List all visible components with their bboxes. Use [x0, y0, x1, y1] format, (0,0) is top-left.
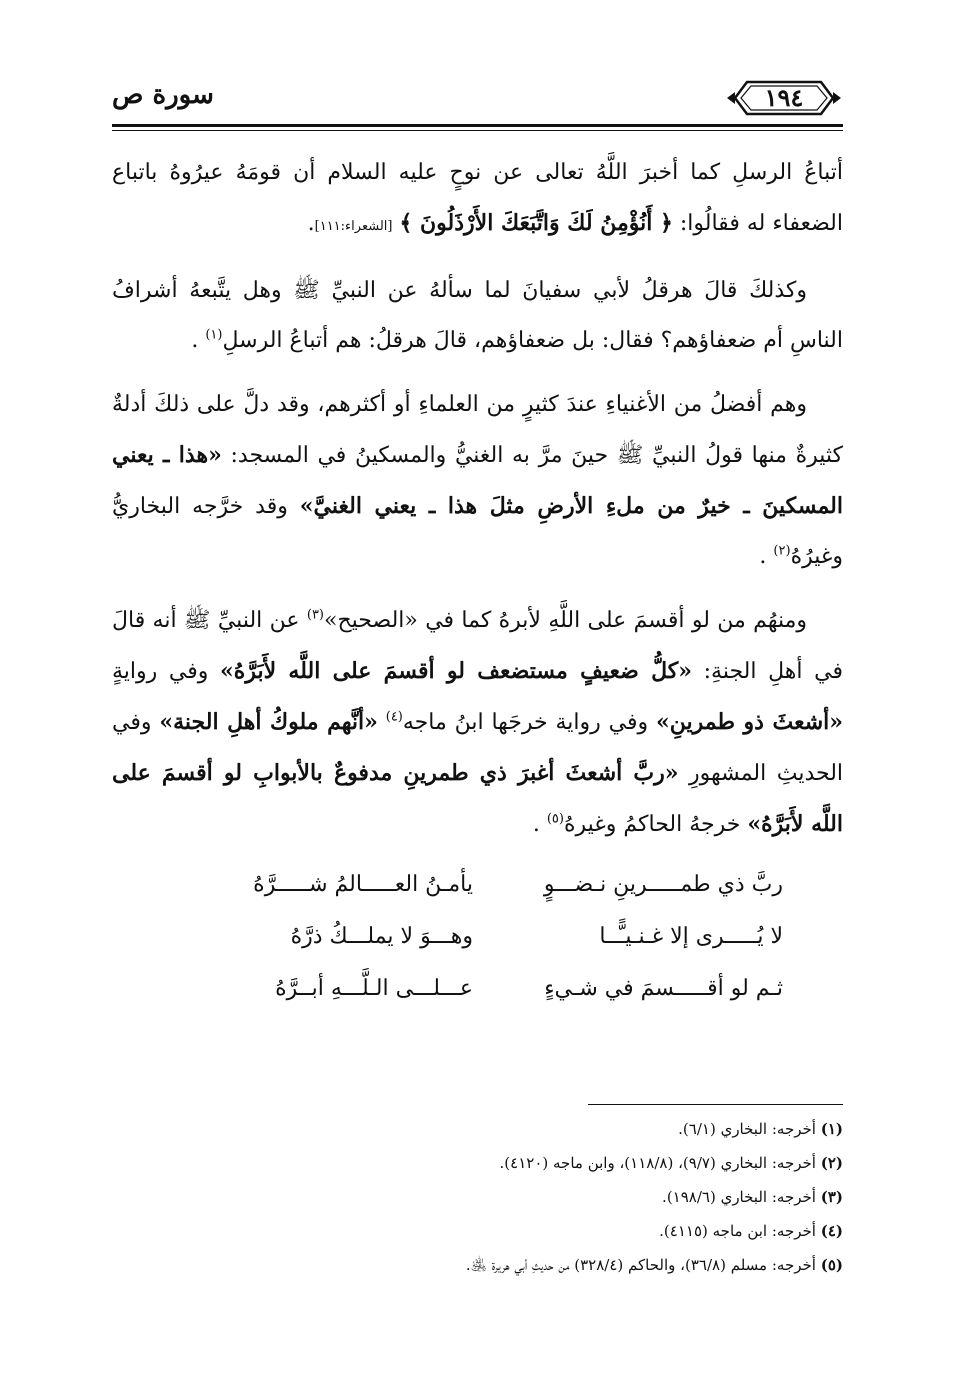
poem-line — [112, 916, 843, 968]
hadith-quote: «هذا ـ يعني المسكينَ ـ خيرٌ من ملءِ الأرضِ مثلَ هذا ـ يعني الغنيَّ» — [112, 442, 843, 519]
p1-text: أتباعُ الرسلِ كما أخبرَ اللَّهُ تعالى عن نوحٍ عليه السلام أن قومَهُ عيرُوهُ باتباع الضعفاء له فقالُوا: — [112, 160, 843, 236]
paragraph-4 — [112, 596, 843, 850]
footnote-item — [112, 1248, 843, 1282]
hadith-quote-3: «أنَّهم ملوكُ أهلِ الجنة» — [159, 709, 378, 735]
quran-verse: ﴿ أَنُؤْمِنُ لَكَ وَاتَّبَعَكَ الأَرْذَلُونَ ﴾ — [399, 210, 673, 236]
poem-hemistich-second: وهـــوَ لا يملـــكُ ذرَّهُ — [290, 924, 473, 949]
footnote-ref-4[interactable]: (٤) — [385, 709, 403, 725]
footnote-number: (١) — [820, 1120, 843, 1138]
hadith-quote-1: «كلُّ ضعيفٍ مستضعف لو أقسمَ على اللَّه لأَبَرَّهُ» — [220, 658, 692, 684]
poem-hemistich-second: عـــلـــى الـلَّـــهِ أبــرَّهُ — [275, 976, 473, 1001]
footnote-ref-3[interactable]: (٣) — [306, 607, 324, 623]
p4-end: . — [532, 812, 540, 837]
verse-reference: [الشعراء:١١١] — [314, 219, 393, 234]
footnote-separator — [588, 1104, 843, 1105]
poem-hemistich-first: ربَّ ذي طمـــــرينِ نـضـــوٍ — [543, 872, 783, 897]
p2-text: وكذلكَ قالَ هرقلُ لأبي سفيانَ لما سألهُ عن النبيِّ ﷺ وهل يتَّبعهُ أشرافُ الناسِ أم ضعفاؤهم؟ فقال: بل ضعفاؤهم، قالَ هرقلُ: هم أتباعُ الرسلِ — [112, 278, 843, 353]
footnote-number: (٥) — [820, 1256, 843, 1274]
footnote-text: أخرجه: البخاري (٩/٧)، (١١٨/٨)، وابن ماجه (٤١٢٠). — [499, 1154, 816, 1172]
p4-text-5: وفي الحديثِ المشهورِ — [112, 710, 844, 786]
footnote-text: أخرجه: مسلم (٣٦/٨)، والحاكم (٣٢٨/٤) من حديثِ أبي هريرة ﵁. — [465, 1256, 816, 1274]
header-rule-thin — [112, 130, 843, 131]
footnote-item — [112, 1146, 843, 1180]
hadith-quote-4: «ربَّ أشعثَ أغبرَ ذي طمرينِ مدفوعٌ بالأبوابِ لو أقسمَ على اللَّه لأَبَرَّهُ» — [112, 760, 843, 837]
poem-hemistich-first: لا يُـــــرى إلا غـنـيـًّــا — [599, 924, 783, 949]
footnote-text: أخرجه: البخاري (٦/١). — [678, 1120, 816, 1138]
poem — [112, 864, 843, 1020]
surah-title: سورة ص — [112, 80, 214, 110]
p3-text-b: وقد خرَّجه البخاريُّ وغيرُهُ — [112, 494, 843, 569]
p4-text-3: وفي روايةٍ — [112, 659, 209, 684]
poem-hemistich-first: ثـم لو أقـــــسمَ في شـيءٍ — [544, 976, 783, 1001]
footnote-number: (٤) — [820, 1222, 843, 1240]
p4-text-2: عن النبيِّ ﷺ أنه قالَ في أهلِ الجنةِ: — [112, 608, 843, 684]
paragraph-1 — [112, 148, 843, 252]
footnote-ref-1[interactable]: (١) — [205, 327, 223, 343]
footnote-ref-5[interactable]: (٥) — [546, 811, 564, 827]
footnotes — [112, 1112, 843, 1282]
footnote-ref-2[interactable]: (٢) — [773, 543, 791, 559]
hadith-quote-2: «أشعثَ ذو طمرينِ» — [656, 709, 843, 735]
page-body — [112, 148, 843, 1020]
footnote-item — [112, 1180, 843, 1214]
footnote-item — [112, 1214, 843, 1248]
page-number: ١٩٤ — [764, 83, 804, 112]
footnote-text: أخرجه: ابن ماجه (٤١١٥). — [659, 1222, 816, 1240]
paragraph-3 — [112, 380, 843, 582]
paragraph-2 — [112, 266, 843, 366]
p3-end: . — [759, 544, 767, 569]
p2-end: . — [191, 328, 199, 353]
footnote-item — [112, 1112, 843, 1146]
p4-text-4: وفي رواية خرجَها ابنُ ماجه — [402, 710, 649, 735]
p4-text-6: خرجهُ الحاكمُ وغيرهُ — [563, 812, 741, 837]
p4-text-1: ومنهُم من لو أقسمَ على اللَّهِ لأبرهُ كما في «الصحيح» — [324, 608, 808, 633]
poem-line — [112, 968, 843, 1020]
page-number-badge — [725, 78, 843, 118]
p1-end: . — [307, 211, 315, 236]
p3-text-a: وهم أفضلُ من الأغنياءِ عندَ كثيرٍ من العلماءِ أو أكثرهم، وقد دلَّ على ذلكَ أدلةٌ كثيرةٌ منها قولُ النبيِّ ﷺ حينَ مرَّ به الغنيُّ والمسكينُ في المسجد: — [112, 392, 843, 468]
page-header — [112, 72, 843, 128]
footnote-number: (٢) — [820, 1154, 843, 1172]
poem-line — [112, 864, 843, 916]
poem-hemistich-second: يأمـنُ العـــــالمُ شـــــرَّهُ — [253, 872, 473, 897]
footnote-text: أخرجه: البخاري (١٩٨/٦). — [662, 1188, 816, 1206]
header-rule — [112, 124, 843, 127]
footnote-number: (٣) — [820, 1188, 843, 1206]
